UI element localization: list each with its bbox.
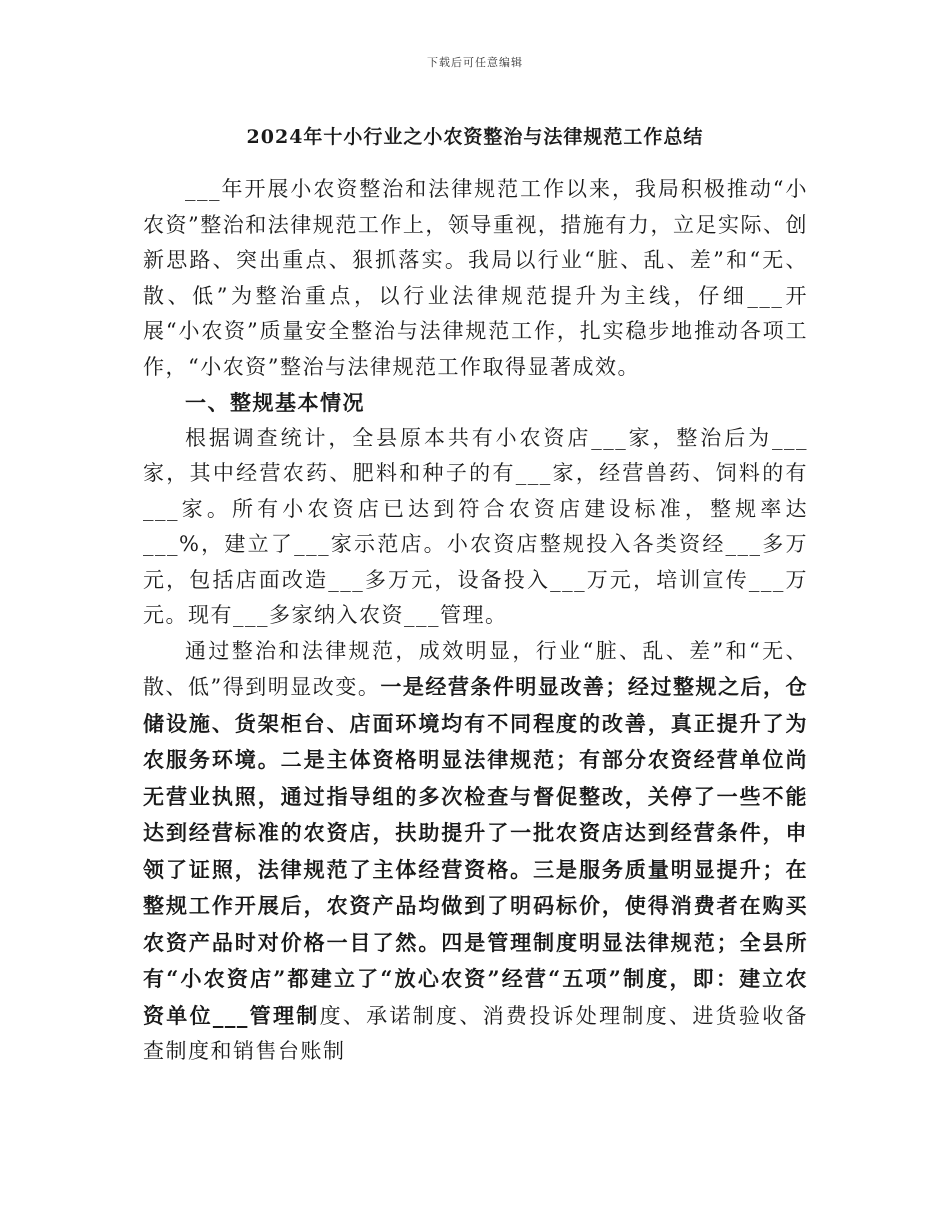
document-title: 2024年十小行业之小农资整治与法律规范工作总结 xyxy=(246,126,704,148)
section-heading: 一、整规基本情况 xyxy=(185,390,365,415)
statistics-paragraph: 根据调查统计，全县原本共有小农资店___家，整治后为___家，其中经营农药、肥料和种子的有___家，经营兽药、饲料的有___家。所有小农资店已达到符合农资店建设标准，整规率达___%，建立了___家示范店。小农资店整规投入各类资经___多万元，包括店面改造___多万元，设备投入___万元，培训宣传___万元。现有___多家纳入农资___管理。 xyxy=(143,425,808,627)
results-paragraph xyxy=(143,634,808,1070)
results-intro-text: 通过整治和法律规范，成效明显，行业“脏、乱、差”和“无、散、低”得到明显改变。 xyxy=(143,638,808,699)
header-note: 下载后可任意编辑 xyxy=(427,56,523,69)
document-body xyxy=(143,172,808,1070)
intro-paragraph: ___年开展小农资整治和法律规范工作以来，我局积极推动“小农资”整治和法律规范工作上，领导重视，措施有力，立足实际、创新思路、突出重点、狠抓落实。我局以行业“脏、乱、差”和“无、散、低”为整治重点，以行业法律规范提升为主线，仔细___开展“小农资”质量安全整治与法律规范工作，扎实稳步地推动各项工作，“小农资”整治与法律规范工作取得显著成效。 xyxy=(143,177,808,379)
results-tail-text: 度、承诺制度、消费投诉处理制度、进货验收备查制度和销售台账制 xyxy=(143,1003,809,1063)
results-highlight-text: 一是经营条件明显改善；经过整规之后，仓储设施、货架柜台、店面环境均有不同程度的改善，真正提升了为农服务环境。二是主体资格明显法律规范；有部分农资经营单位尚无营业执照，通过指导组的多次检查与督促整改，关停了一些不能达到经营标准的农资店，扶助提升了一批农资店达到经营条件，申领了证照，法律规范了主体经营资格。三是服务质量明显提升；在整规工作开展后，农资产品均做到了明码标价，使得消费者在购买农资产品时对价格一目了然。四是管理制度明显法律规范；全县所有“小农资店”都建立了“放心农资”经营“五项”制度，即：建立农资单位___管理制 xyxy=(143,674,808,1028)
